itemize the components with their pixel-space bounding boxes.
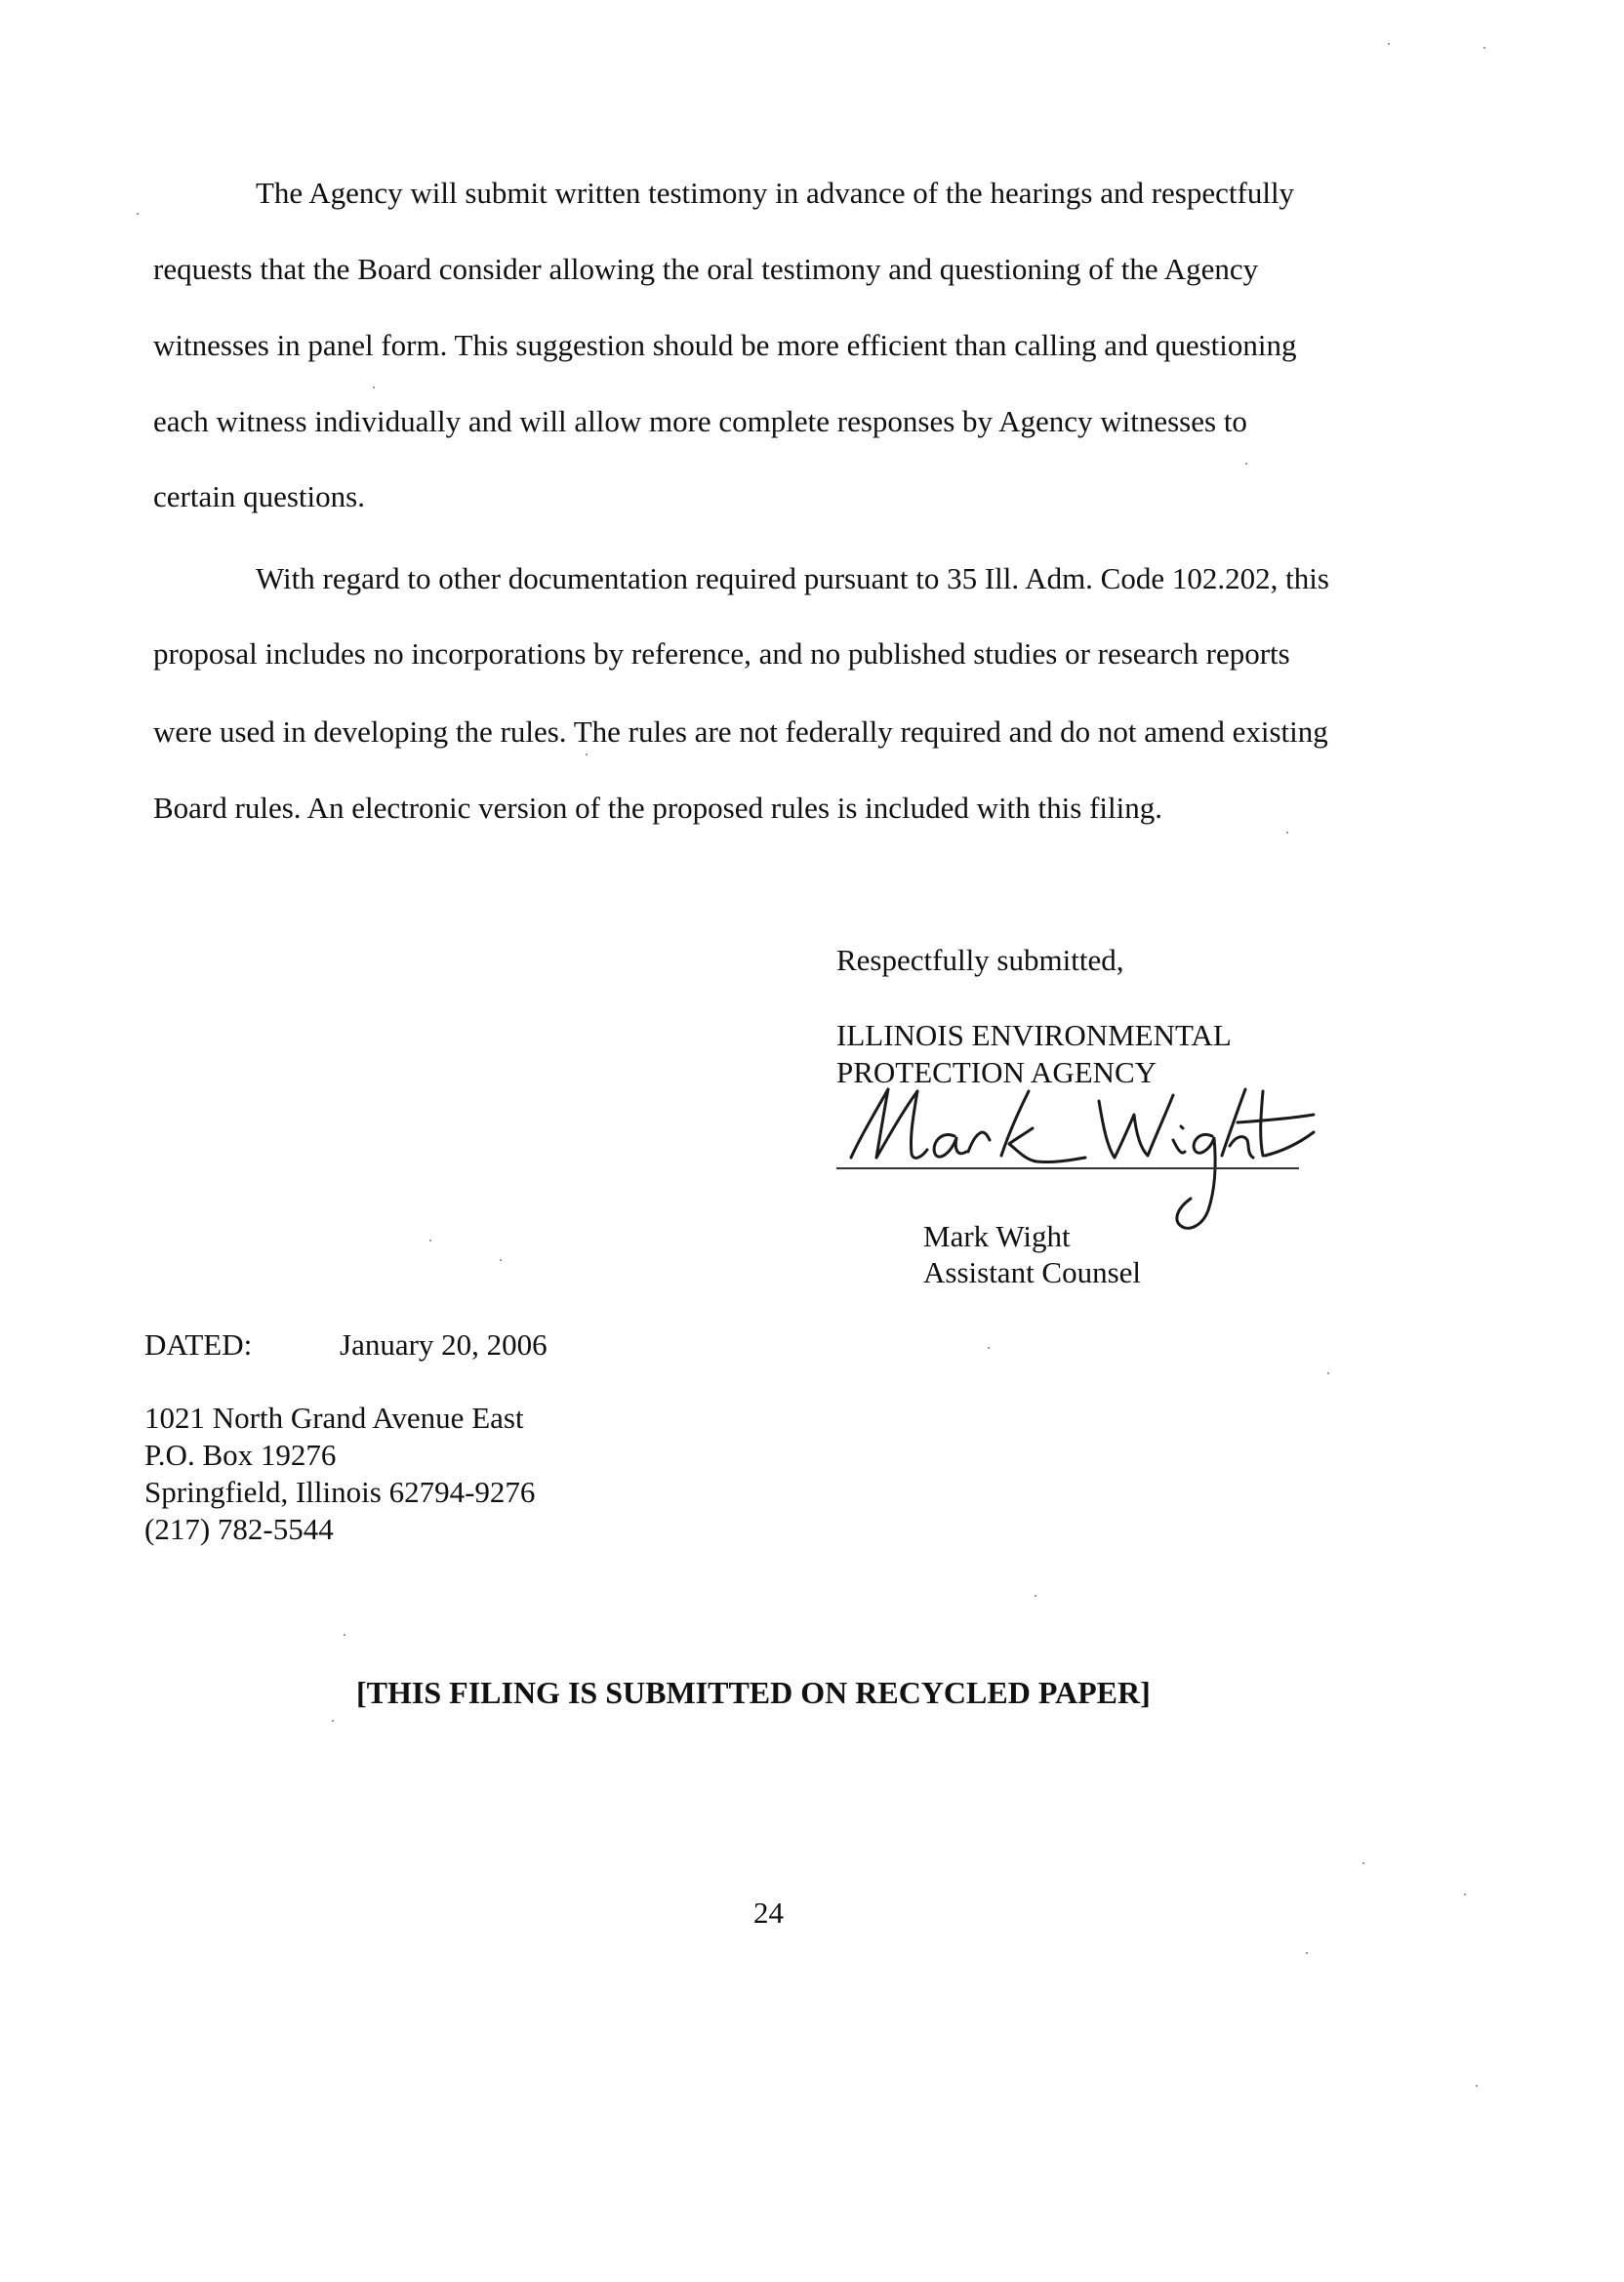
paragraph-1-line-3: witnesses in panel form. This suggestion should be more efficient than calling and questioning — [153, 328, 1297, 362]
paragraph-2-line-1: With regard to other documentation required pursuant to 35 Ill. Adm. Code 102.202, this — [256, 561, 1329, 595]
paragraph-1-line-1: The Agency will submit written testimony in advance of the hearings and respectfully — [256, 176, 1295, 210]
closing-salutation: Respectfully submitted, — [836, 943, 1124, 977]
paragraph-1-line-5: certain questions. — [153, 479, 365, 513]
address-city-state-zip: Springfield, Illinois 62794-9276 — [144, 1475, 536, 1509]
agency-name-line-2: PROTECTION AGENCY — [836, 1055, 1157, 1089]
paragraph-2-line-3: were used in developing the rules. The rules are not federally required and do not amend existing — [153, 714, 1328, 749]
signer-title: Assistant Counsel — [923, 1255, 1142, 1289]
address-po-box: P.O. Box 19276 — [144, 1438, 337, 1472]
address-phone: (217) 782-5544 — [144, 1512, 334, 1546]
paragraph-2-line-2: proposal includes no incorporations by reference, and no published studies or research reports — [153, 636, 1290, 671]
signature-line — [836, 1167, 1299, 1169]
dated-label: DATED: — [144, 1327, 253, 1362]
dated-value: January 20, 2006 — [340, 1327, 548, 1362]
paragraph-1-line-4: each witness individually and will allow more complete responses by Agency witnesses to — [153, 404, 1247, 438]
paragraph-2-line-4: Board rules. An electronic version of the proposed rules is included with this filing. — [153, 791, 1162, 825]
address-street: 1021 North Grand Avenue East — [144, 1401, 524, 1435]
agency-name-line-1: ILLINOIS ENVIRONMENTAL — [836, 1018, 1232, 1052]
paragraph-1-line-2: requests that the Board consider allowing the oral testimony and questioning of the Agency — [153, 252, 1259, 286]
handwritten-signature — [830, 1072, 1318, 1243]
page-number: 24 — [753, 1895, 784, 1930]
signer-name: Mark Wight — [923, 1219, 1071, 1253]
recycled-paper-notice: [THIS FILING IS SUBMITTED ON RECYCLED PAPER] — [356, 1675, 1151, 1710]
